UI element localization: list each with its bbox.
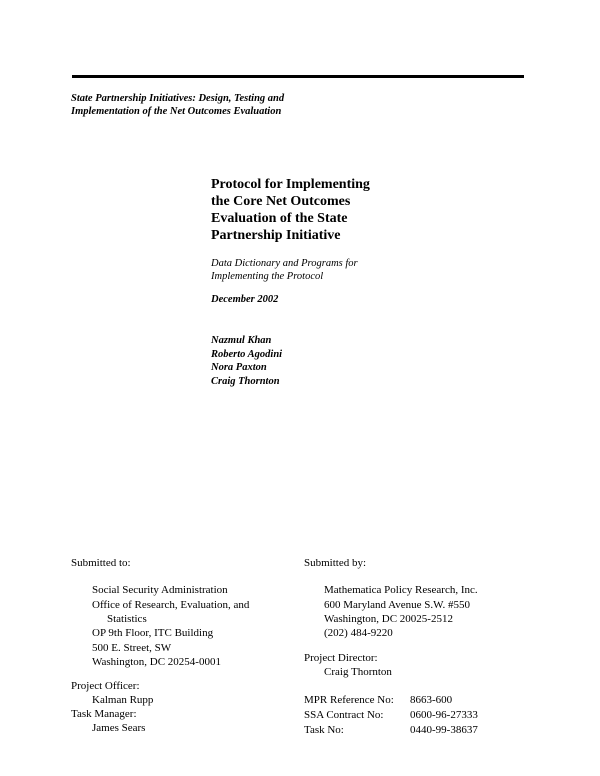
report-title	[211, 176, 370, 244]
submitted-by-heading: Submitted by:	[304, 557, 367, 569]
author-name: Nora Paxton	[211, 362, 267, 373]
series-title	[71, 92, 284, 118]
project-director-name: Craig Thornton	[324, 666, 392, 678]
submitted-to-heading: Submitted to:	[71, 557, 131, 569]
author-name: Nazmul Khan	[211, 335, 272, 346]
reference-value: 0600-96-27333	[410, 709, 478, 721]
submitted-by-address: 600 Maryland Avenue S.W. #550	[324, 599, 471, 611]
submitted-to-org: Social Security Administration	[92, 584, 228, 596]
header-rule	[72, 75, 524, 78]
submitted-to-address: 500 E. Street, SW	[92, 642, 172, 654]
author-name: Roberto Agodini	[211, 348, 283, 360]
submitted-to-office: Office of Research, Evaluation, and	[92, 599, 250, 611]
reference-label: SSA Contract No:	[304, 709, 384, 721]
reference-row	[304, 693, 478, 708]
report-subtitle	[211, 257, 358, 283]
reference-row	[304, 708, 478, 723]
reference-row	[304, 723, 478, 738]
author-list	[211, 334, 282, 388]
submitted-to-address: Washington, DC 20254-0001	[92, 656, 221, 668]
reference-value: 0440-99-38637	[410, 724, 478, 736]
report-title-line: Partnership Initiative	[211, 228, 341, 243]
report-title-line: the Core Net Outcomes	[211, 194, 351, 209]
submitted-to-office-cont: Statistics	[107, 613, 147, 625]
reference-list	[304, 693, 478, 738]
subtitle-line: Implementing the Protocol	[211, 271, 324, 282]
project-director-label: Project Director:	[304, 652, 378, 664]
reference-label: MPR Reference No:	[304, 694, 394, 706]
author-name: Craig Thornton	[211, 375, 280, 387]
subtitle-line: Data Dictionary and Programs for	[211, 258, 358, 269]
project-officer-name: Kalman Rupp	[92, 694, 154, 706]
report-title-line: Evaluation of the State	[211, 211, 348, 226]
task-manager-name: James Sears	[92, 722, 146, 734]
series-title-line: State Partnership Initiatives: Design, Testing and	[71, 93, 285, 104]
submitted-by-address: Washington, DC 20025-2512	[324, 613, 453, 625]
task-manager-label: Task Manager:	[71, 708, 137, 720]
report-date: December 2002	[211, 294, 279, 305]
reference-value: 8663-600	[410, 694, 453, 706]
report-title-line: Protocol for Implementing	[211, 177, 370, 192]
submitted-by-phone: (202) 484-9220	[324, 627, 393, 639]
submitted-by-org: Mathematica Policy Research, Inc.	[324, 584, 478, 596]
project-officer-label: Project Officer:	[71, 680, 140, 692]
submitted-to-address: OP 9th Floor, ITC Building	[92, 627, 214, 639]
series-title-line: Implementation of the Net Outcomes Evaluation	[71, 106, 282, 117]
reference-label: Task No:	[304, 724, 344, 736]
